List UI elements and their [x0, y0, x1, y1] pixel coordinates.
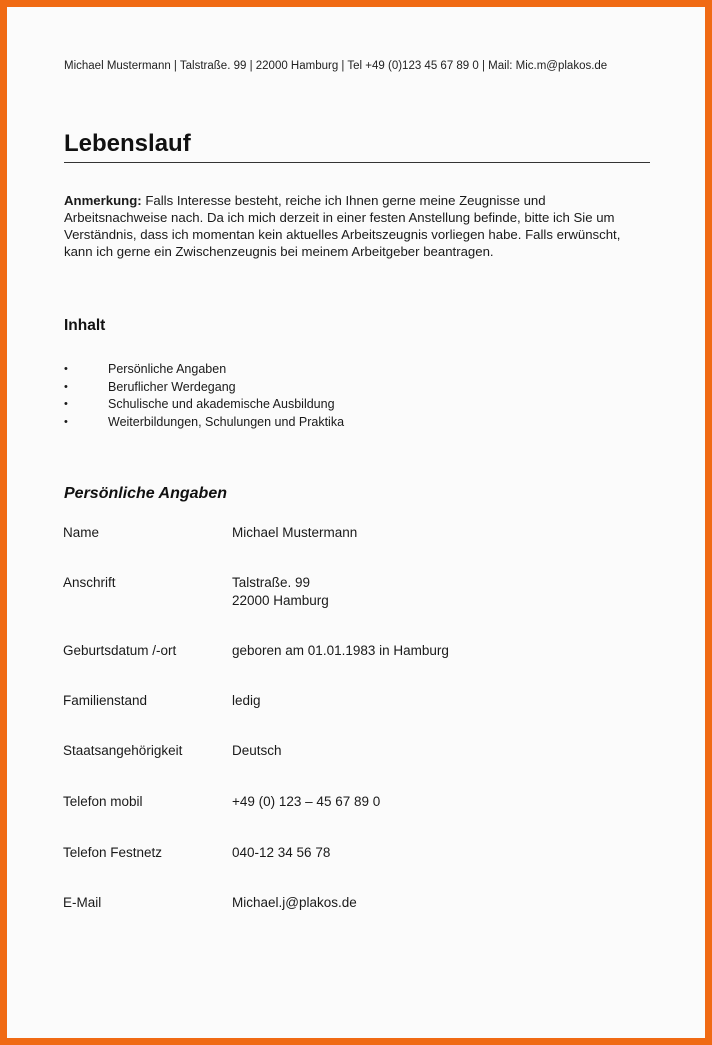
row-value: 040-12 34 56 78: [232, 845, 331, 860]
contents-item-label: Persönliche Angaben: [108, 362, 227, 376]
bullet-icon: •: [64, 363, 68, 375]
page-title: Lebenslauf: [64, 130, 650, 163]
row-value: Michael.j@plakos.de: [232, 895, 357, 910]
contact-header: Michael Mustermann | Talstraße. 99 | 22000 Hamburg | Tel +49 (0)123 45 67 89 0 | Mail: Mic.m@plakos.de: [64, 60, 608, 72]
bullet-icon: •: [64, 398, 68, 411]
contents-item-label: Weiterbildungen, Schulungen und Praktika: [108, 415, 345, 430]
bullet-icon: •: [64, 380, 68, 393]
note-paragraph: [64, 192, 624, 260]
note-text: Falls Interesse besteht, reiche ich Ihnen gerne meine Zeugnisse und Arbeitsnachweise nach. Da ich mich derzeit in einer festen Anstellung befinde, bitte ich Sie um Verständnis, dass ich momentan kein aktuelles Arbeitszeugnis vorliegen habe. Falls erwünscht, kann ich gerne ein Zwischenzeugnis bei meinem Arbeitgeber beantragen.: [64, 193, 621, 259]
contents-item-label: Schulische und akademische Ausbildung: [108, 397, 335, 412]
row-value: ledig: [232, 693, 261, 708]
row-value: +49 (0) 123 – 45 67 89 0: [232, 794, 381, 809]
row-label: Name: [63, 525, 100, 540]
address-city: 22000 Hamburg: [232, 593, 329, 608]
contents-list: [64, 361, 344, 432]
row-value: Deutsch: [232, 743, 282, 758]
row-label: Familienstand: [63, 693, 148, 708]
row-label: Telefon Festnetz: [63, 845, 163, 860]
row-value: geboren am 01.01.1983 in Hamburg: [232, 643, 449, 658]
row-value: [232, 574, 329, 610]
list-item: [64, 414, 344, 432]
note-label: Anmerkung:: [64, 193, 142, 208]
contents-item-label: Beruflicher Werdegang: [108, 379, 236, 394]
address-street: Talstraße. 99: [232, 575, 311, 590]
row-value: Michael Mustermann: [232, 525, 358, 540]
list-item: [64, 396, 344, 414]
contents-heading: Inhalt: [64, 317, 106, 334]
row-label: E-Mail: [63, 895, 102, 910]
row-label: Staatsangehörigkeit: [63, 743, 183, 758]
row-label: Geburtsdatum /-ort: [63, 643, 177, 658]
list-item: [64, 379, 344, 397]
bullet-icon: •: [64, 416, 68, 429]
personal-section-heading: Persönliche Angaben: [64, 485, 227, 502]
list-item: [64, 361, 344, 379]
row-label: Anschrift: [63, 575, 116, 590]
row-label: Telefon mobil: [63, 794, 143, 809]
